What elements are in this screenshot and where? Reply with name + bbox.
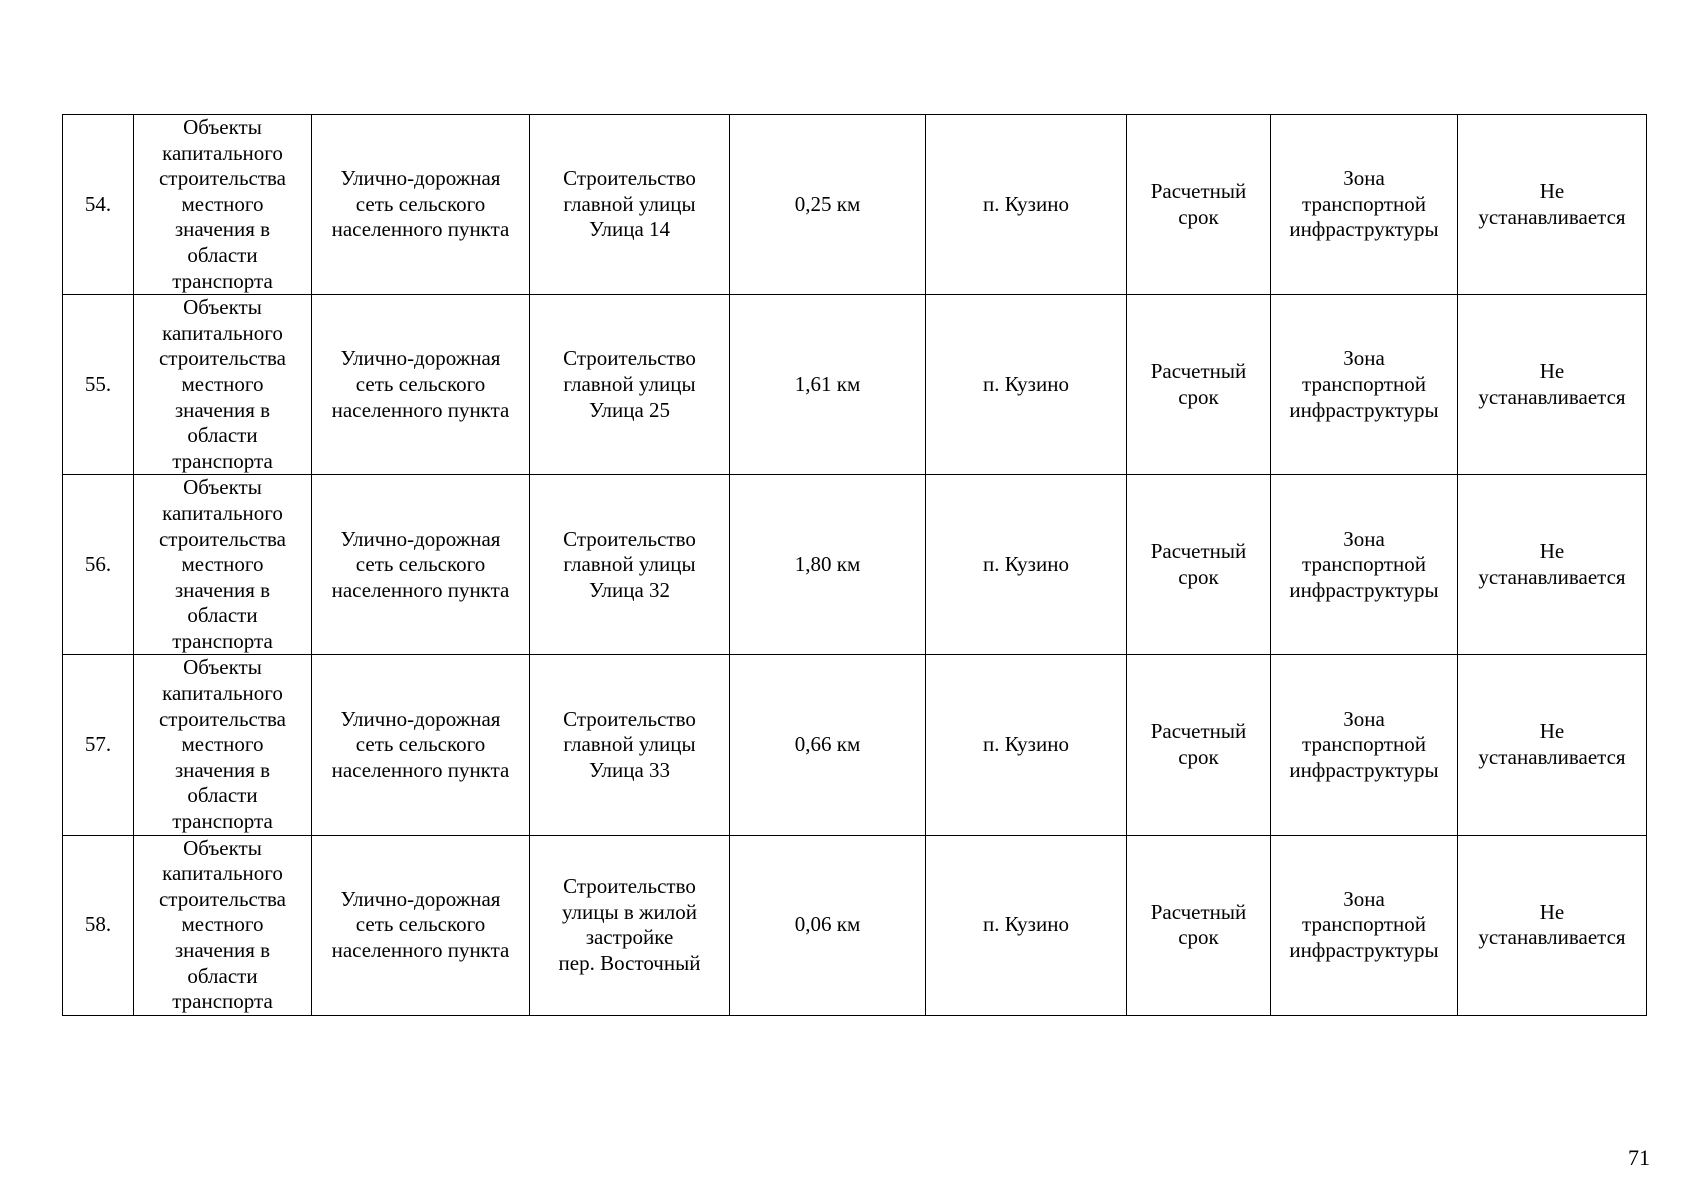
- type-cell: [312, 115, 530, 295]
- type-cell: [312, 835, 530, 1015]
- objects-table: [62, 114, 1647, 1016]
- object-type: Улично-дорожная сеть сельского населенного пункта: [331, 706, 510, 782]
- row-number: 54.: [84, 191, 112, 216]
- zone-cell: [1271, 655, 1458, 835]
- zone-cell: [1271, 475, 1458, 655]
- protection-cell: [1458, 475, 1647, 655]
- row-number: 56.: [84, 552, 112, 577]
- location-cell: [926, 655, 1127, 835]
- row-number: 58.: [84, 912, 112, 937]
- row-number-cell: [63, 295, 134, 475]
- protection-zone: Не устанавливается: [1478, 539, 1626, 589]
- functional-zone: Зона транспортной инфраструктуры: [1289, 886, 1439, 962]
- name-cell: [530, 475, 730, 655]
- protection-zone: Не устанавливается: [1478, 178, 1626, 229]
- type-cell: [312, 295, 530, 475]
- name-cell: [530, 115, 730, 295]
- type-cell: [312, 655, 530, 835]
- protection-cell: [1458, 655, 1647, 835]
- functional-zone: Зона транспортной инфраструктуры: [1289, 166, 1439, 242]
- object-length: 0,25 км: [794, 191, 861, 216]
- row-number-cell: [63, 475, 134, 655]
- object-location: п. Кузино: [983, 371, 1069, 396]
- object-name: Строительство главной улицы Улица 14: [563, 166, 696, 242]
- object-category: Объекты капитального строительства местного значения в области транспорта: [158, 475, 286, 653]
- object-name: Строительство главной улицы Улица 33: [563, 706, 696, 782]
- location-cell: [926, 115, 1127, 295]
- zone-cell: [1271, 295, 1458, 475]
- location-cell: [926, 295, 1127, 475]
- implementation-term: Расчетный срок: [1150, 899, 1247, 950]
- object-category: Объекты капитального строительства местного значения в области транспорта: [158, 655, 286, 834]
- row-number: 57.: [84, 732, 112, 757]
- type-cell: [312, 475, 530, 655]
- row-number: 55.: [84, 371, 112, 396]
- row-number-cell: [63, 835, 134, 1015]
- object-location: п. Кузино: [983, 732, 1069, 757]
- table-row: [63, 655, 1647, 835]
- object-category: Объекты капитального строительства местного значения в области транспорта: [158, 295, 286, 473]
- table-row: [63, 115, 1647, 295]
- category-cell: [134, 835, 312, 1015]
- object-type: Улично-дорожная сеть сельского населенного пункта: [331, 166, 510, 242]
- table-row: [63, 475, 1647, 655]
- object-type: Улично-дорожная сеть сельского населенного пункта: [331, 886, 510, 962]
- object-category: Объекты капитального строительства местного значения в области транспорта: [158, 835, 286, 1014]
- functional-zone: Зона транспортной инфраструктуры: [1289, 526, 1439, 602]
- length-cell: [730, 655, 926, 835]
- object-location: п. Кузино: [983, 191, 1069, 216]
- zone-cell: [1271, 115, 1458, 295]
- length-cell: [730, 115, 926, 295]
- table-row: [63, 835, 1647, 1015]
- implementation-term: Расчетный срок: [1150, 359, 1247, 409]
- category-cell: [134, 295, 312, 475]
- term-cell: [1127, 835, 1271, 1015]
- zone-cell: [1271, 835, 1458, 1015]
- object-location: п. Кузино: [983, 552, 1069, 577]
- page-number: 71: [1628, 1145, 1650, 1170]
- protection-zone: Не устанавливается: [1478, 899, 1626, 950]
- term-cell: [1127, 295, 1271, 475]
- object-length: 1,61 км: [794, 371, 861, 396]
- object-name: Строительство главной улицы Улица 32: [563, 526, 696, 602]
- implementation-term: Расчетный срок: [1150, 719, 1247, 770]
- protection-zone: Не устанавливается: [1478, 359, 1626, 409]
- implementation-term: Расчетный срок: [1150, 178, 1247, 229]
- object-name: Строительство улицы в жилой застройке пер. Восточный: [558, 874, 701, 975]
- name-cell: [530, 655, 730, 835]
- protection-zone: Не устанавливается: [1478, 719, 1626, 770]
- implementation-term: Расчетный срок: [1150, 539, 1247, 589]
- object-type: Улично-дорожная сеть сельского населенного пункта: [331, 346, 510, 422]
- term-cell: [1127, 115, 1271, 295]
- functional-zone: Зона транспортной инфраструктуры: [1289, 346, 1439, 422]
- length-cell: [730, 835, 926, 1015]
- name-cell: [530, 295, 730, 475]
- name-cell: [530, 835, 730, 1015]
- category-cell: [134, 655, 312, 835]
- category-cell: [134, 475, 312, 655]
- protection-cell: [1458, 115, 1647, 295]
- functional-zone: Зона транспортной инфраструктуры: [1289, 706, 1439, 782]
- object-location: п. Кузино: [983, 912, 1069, 937]
- row-number-cell: [63, 655, 134, 835]
- object-name: Строительство главной улицы Улица 25: [563, 346, 696, 422]
- object-length: 1,80 км: [794, 552, 861, 577]
- location-cell: [926, 835, 1127, 1015]
- location-cell: [926, 475, 1127, 655]
- term-cell: [1127, 655, 1271, 835]
- row-number-cell: [63, 115, 134, 295]
- object-category: Объекты капитального строительства местного значения в области транспорта: [158, 115, 286, 293]
- length-cell: [730, 295, 926, 475]
- length-cell: [730, 475, 926, 655]
- table-row: [63, 295, 1647, 475]
- object-length: 0,06 км: [794, 912, 861, 937]
- term-cell: [1127, 475, 1271, 655]
- protection-cell: [1458, 295, 1647, 475]
- protection-cell: [1458, 835, 1647, 1015]
- object-type: Улично-дорожная сеть сельского населенного пункта: [331, 526, 510, 602]
- object-length: 0,66 км: [794, 732, 861, 757]
- category-cell: [134, 115, 312, 295]
